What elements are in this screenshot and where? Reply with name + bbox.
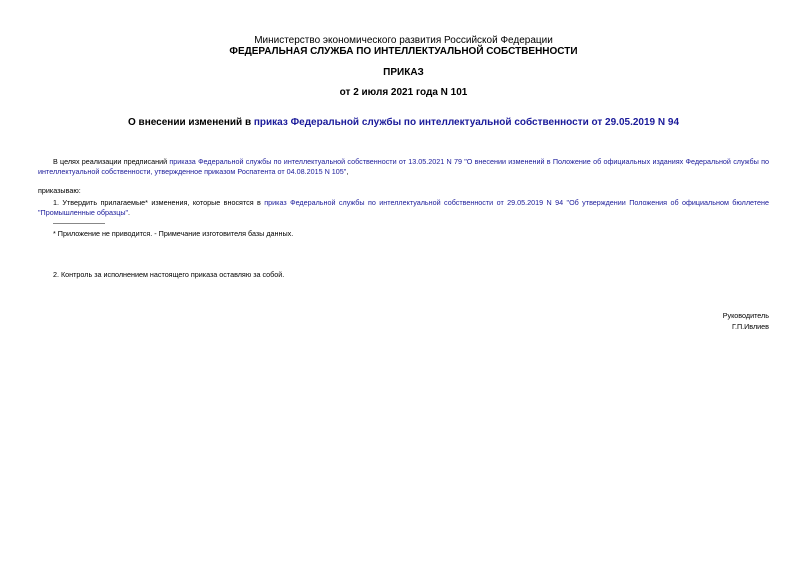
signature-position: Руководитель bbox=[722, 311, 769, 320]
paragraph-item-2: 2. Контроль за исполнением настоящего приказа оставляю за собой. bbox=[53, 270, 285, 279]
preamble-suffix: , bbox=[346, 167, 349, 176]
footnote: * Приложение не приводится. - Примечание изготовителя базы данных. bbox=[53, 229, 294, 238]
paragraph-preamble bbox=[38, 157, 769, 177]
document-title bbox=[0, 117, 807, 128]
paragraph-order: приказываю: bbox=[38, 186, 81, 195]
item-1-prefix: 1. Утвердить прилагаемые* изменения, которые вносятся в bbox=[53, 198, 265, 207]
preamble-link[interactable]: приказа Федеральной службы по интеллектуальной собственности от 13.05.2021 N 79 "О внесении изменений в Положение об официальных изданиях Федеральной службы по интеллектуальной собственности, утвержденное приказом Роспатента от 04.08.2015 N 105" bbox=[38, 157, 769, 176]
document-type: ПРИКАЗ bbox=[383, 67, 424, 78]
title-link[interactable]: приказ Федеральной службы по интеллектуальной собственности от 29.05.2019 N 94 bbox=[253, 117, 680, 128]
signature-name: Г.П.Ивлиев bbox=[731, 322, 769, 331]
item-1-suffix: . bbox=[128, 208, 131, 217]
title-prefix: О внесении изменений в bbox=[127, 117, 254, 128]
ministry-name: Министерство экономического развития Российской Федерации bbox=[254, 35, 553, 46]
footnote-divider bbox=[53, 223, 105, 224]
item-1-link[interactable]: приказ Федеральной службы по интеллектуальной собственности от 29.05.2019 N 94 "Об утверждении Положения об официальном бюллетене "Промышленные образцы" bbox=[38, 198, 769, 217]
document-date-number: от 2 июля 2021 года N 101 bbox=[339, 87, 468, 98]
paragraph-item-1 bbox=[38, 198, 769, 218]
service-name: ФЕДЕРАЛЬНАЯ СЛУЖБА ПО ИНТЕЛЛЕКТУАЛЬНОЙ СОБСТВЕННОСТИ bbox=[229, 46, 578, 57]
preamble-prefix: В целях реализации предписаний bbox=[53, 157, 170, 166]
